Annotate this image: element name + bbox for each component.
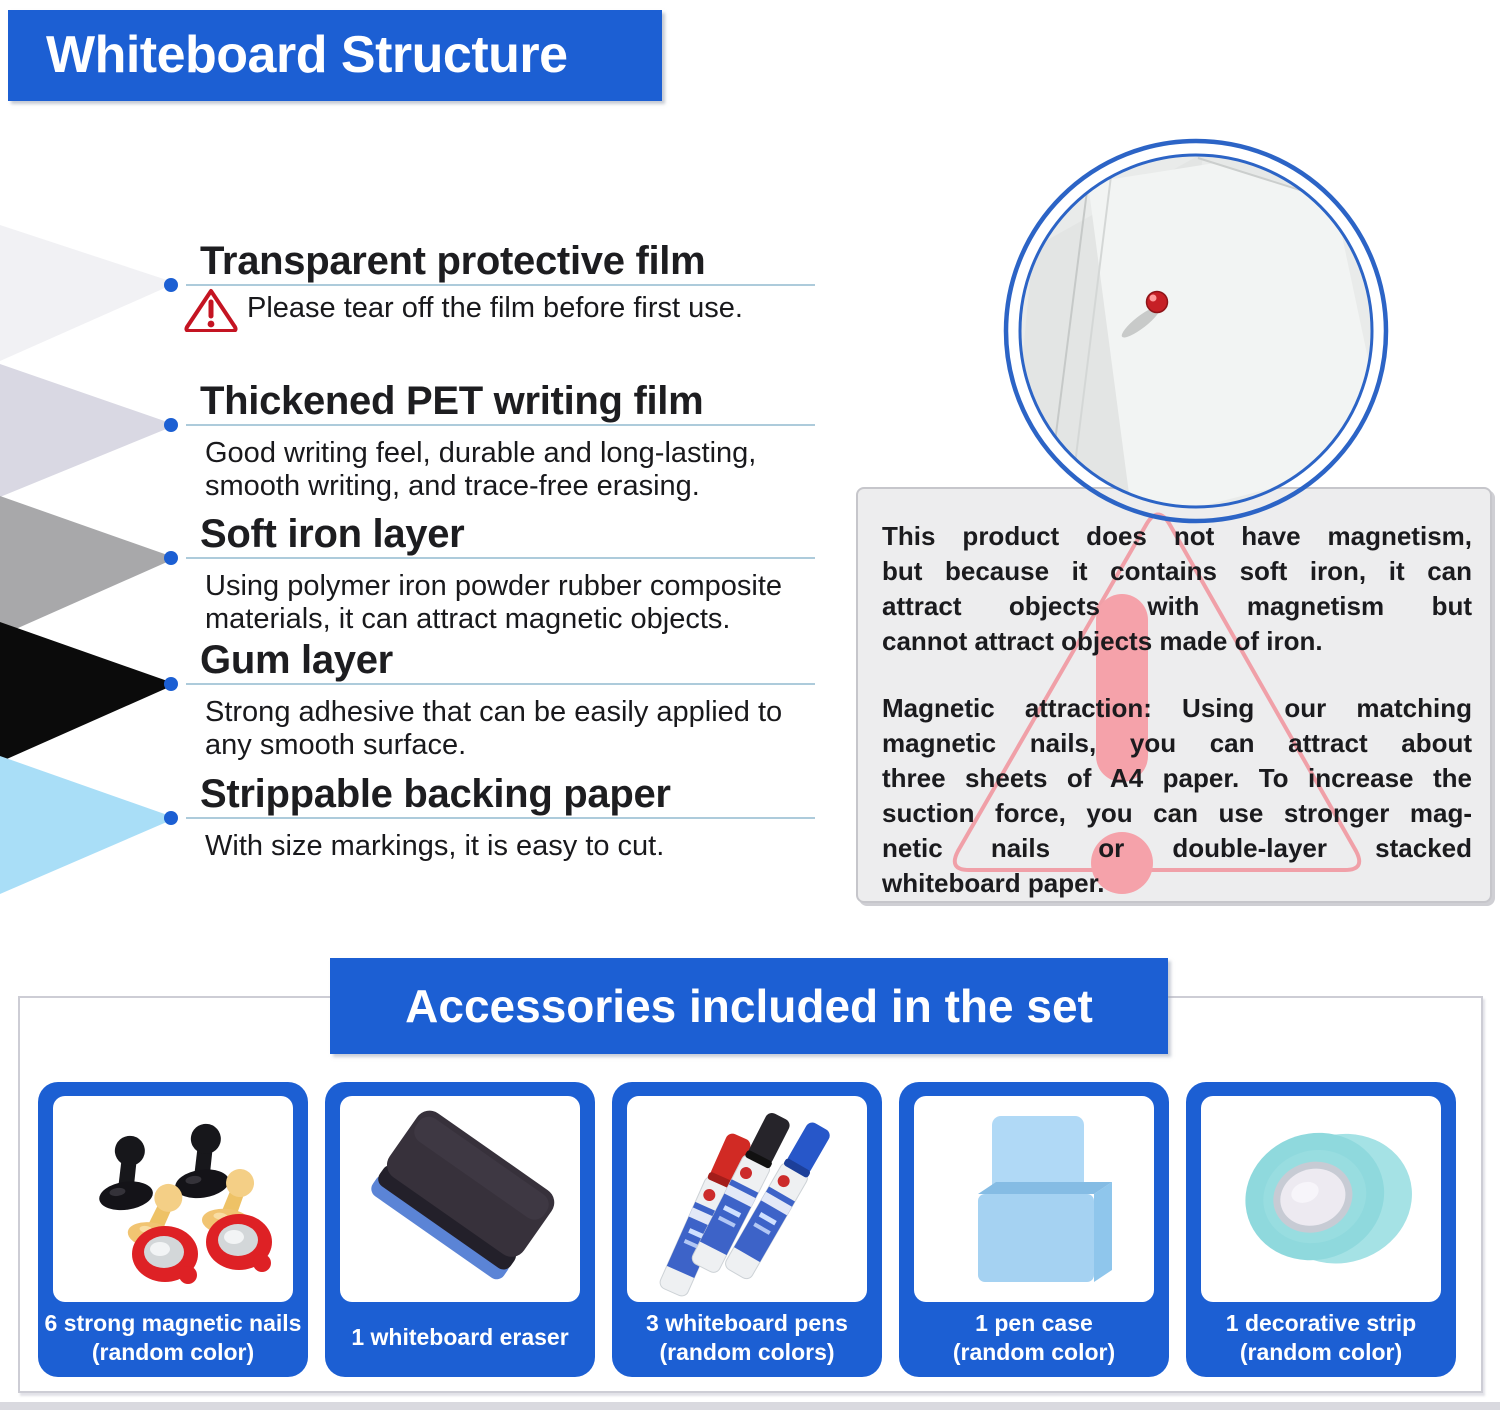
desc-line: materials, it can attract magnetic objects. [205,603,731,635]
caption-line: 1 decorative strip [1225,1309,1417,1336]
notice-line: Magnetic attraction: Using our matching [882,693,1472,723]
warning-triangle-icon [184,286,238,332]
pen-case-illustration [914,1096,1154,1302]
layer-heading-pet-film: Thickened PET writing film [200,379,704,423]
layer-desc-backing-paper [205,830,664,863]
caption-line: 6 strong magnetic nails [44,1309,302,1336]
notice-line: attract objects with magnetism but [882,591,1472,621]
layer-triangle-backing-paper [0,756,176,894]
layer-heading-gum: Gum layer [200,638,393,682]
accessory-caption [1190,1304,1452,1371]
callout-dot [164,551,178,565]
accessory-card-pen-case [899,1082,1169,1377]
desc-line: Using polymer iron powder rubber composite [205,570,783,602]
accessory-caption [42,1304,304,1371]
callout-rule [186,284,815,286]
desc-line: any smooth surface. [205,729,467,761]
notice-line: This product does not have magnetism, [882,521,1472,551]
desc-line: Strong adhesive that can be easily applied to [205,696,783,728]
layer-triangle-protective-film [0,225,176,361]
notice-line: three sheets of A4 paper. To increase the [882,763,1472,793]
red-pin [1147,292,1168,313]
accessory-card-magnetic-nails [38,1082,308,1377]
page-title: Whiteboard Structure [8,10,662,101]
desc-line: With size markings, it is easy to cut. [205,830,665,862]
callout-dot [164,278,178,292]
decorative-strip-photo [1201,1096,1441,1302]
layer-heading-protective-film: Transparent protective film [200,239,706,283]
accessory-caption [329,1304,591,1371]
pens-photo [627,1096,867,1302]
callout-rule [186,424,815,426]
pen-case-photo [914,1096,1154,1302]
layer-note-protective-film: Please tear off the film before first use. [247,292,743,324]
whiteboard-sheets-photo [993,128,1399,534]
accessory-card-decorative-strip [1186,1082,1456,1377]
callout-dot [164,677,178,691]
accessory-caption [616,1304,878,1371]
callout-dot [164,811,178,825]
callout-rule [186,683,815,685]
eraser-illustration [340,1096,580,1302]
layer-triangle-soft-iron [0,496,176,636]
accessory-card-eraser [325,1082,595,1377]
caption-line: 3 whiteboard pens [646,1309,848,1336]
callout-rule [186,557,815,559]
notice-text [882,519,1472,901]
layer-desc-pet-film [205,437,756,503]
magnetic-nails-photo [53,1096,293,1302]
accessory-caption [903,1304,1165,1371]
pin-detail-photo [993,128,1399,534]
caption-line: 1 pen case [975,1309,1093,1336]
tape-roll-illustration [1201,1096,1441,1302]
layer-desc-soft-iron [205,570,782,636]
layer-triangle-pet-film [0,364,176,497]
notice-paragraph-2 [882,691,1472,901]
caption-line: (random color) [1239,1338,1403,1365]
notice-line: whiteboard paper. [882,868,1105,898]
layer-desc-gum [205,696,782,762]
accessory-card-pens [612,1082,882,1377]
desc-line: smooth writing, and trace-free erasing. [205,470,700,502]
callout-dot [164,418,178,432]
accessories-banner: Accessories included in the set [330,958,1168,1054]
notice-line: magnetic nails, you can attract about [882,728,1472,758]
eraser-photo [340,1096,580,1302]
layer-triangle-gum [0,622,176,762]
callout-rule [186,817,815,819]
caption-line: (random color) [952,1338,1116,1365]
desc-line: Good writing feel, durable and long-lasting, [205,437,757,469]
notice-line: netic nails or double-layer stacked [882,833,1472,863]
notice-line: cannot attract objects made of iron. [882,626,1323,656]
notice-line: suction force, you can use stronger mag- [882,798,1472,828]
caption-line: 1 whiteboard eraser [351,1324,569,1350]
magnetic-nails-illustration [53,1096,293,1302]
notice-line: but because it contains soft iron, it can [882,556,1472,586]
caption-line: (random color) [91,1338,255,1365]
pens-illustration [627,1096,867,1302]
layer-heading-backing-paper: Strippable backing paper [200,772,671,816]
magnetism-notice-box [856,487,1492,903]
layer-heading-soft-iron: Soft iron layer [200,512,465,556]
page-bottom-strip [0,1402,1500,1410]
caption-line: (random colors) [659,1338,835,1365]
notice-paragraph-1 [882,519,1472,659]
